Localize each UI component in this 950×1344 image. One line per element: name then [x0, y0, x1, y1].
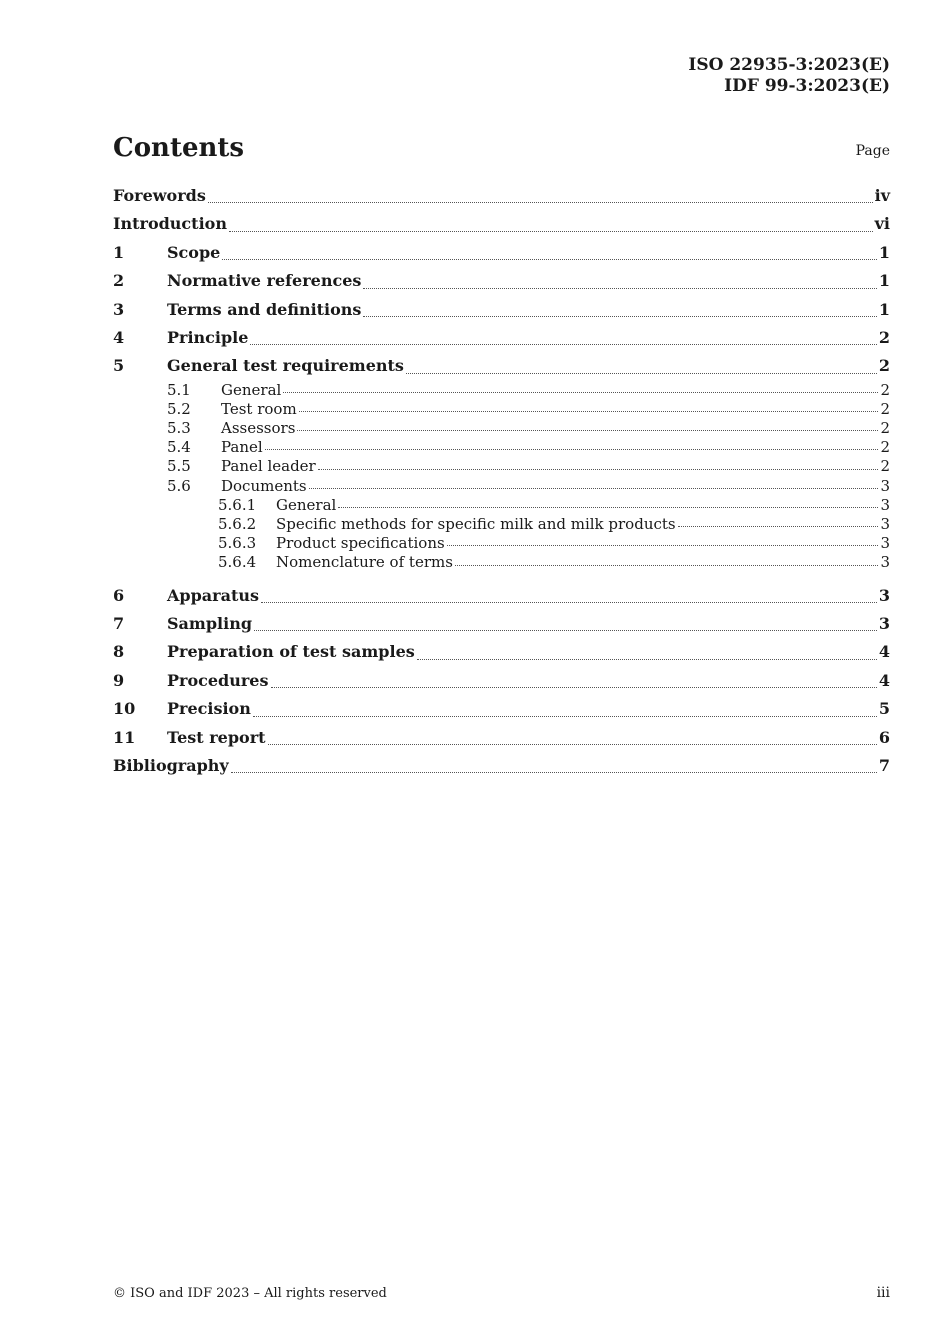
toc-entry-page: 3 [880, 553, 890, 572]
toc-entry-page: 2 [880, 399, 890, 418]
toc-entry-number: 5.6 [167, 476, 191, 495]
toc-entry-title: Apparatus [167, 585, 259, 605]
toc-entry-page: 3 [878, 585, 890, 605]
dot-leader [283, 392, 878, 393]
toc-entry-number: 6 [113, 585, 125, 605]
toc-entry[interactable] [113, 477, 890, 496]
toc-entry[interactable] [113, 638, 890, 666]
toc-entry-title: Principle [167, 327, 249, 347]
toc-entry-title: Test room [221, 399, 297, 418]
toc-entry-title: Specific methods for specific milk and milk products [276, 515, 676, 534]
toc-entry-page: 1 [878, 242, 890, 262]
dot-leader [318, 469, 879, 470]
toc-entry[interactable] [113, 515, 890, 534]
page-number: iii [876, 1285, 890, 1301]
toc-entry-page: iv [874, 185, 890, 205]
toc-entry-page: 4 [878, 670, 890, 690]
toc-entry[interactable] [113, 182, 890, 210]
dot-leader [261, 602, 877, 603]
toc-entry-title: Panel [221, 438, 263, 457]
toc-entry-title: General [276, 495, 337, 514]
toc-entry-page: 7 [878, 755, 890, 775]
dot-leader [265, 449, 879, 450]
toc-entry[interactable] [113, 667, 890, 695]
toc-entry-number: 5.1 [167, 380, 191, 399]
toc-entry-title: Bibliography [113, 755, 229, 775]
toc-entry-title: Sampling [167, 613, 253, 633]
toc-entry-page: 3 [880, 515, 890, 534]
toc-entry-page: 2 [878, 356, 890, 376]
dot-leader [338, 507, 878, 508]
toc-entry-number: 5.2 [167, 399, 191, 418]
toc-entry-number: 1 [113, 242, 125, 262]
dot-leader [406, 373, 877, 374]
toc-entry-number: 3 [113, 299, 125, 319]
toc-entry[interactable] [113, 324, 890, 352]
toc-entry[interactable] [113, 381, 890, 400]
toc-entry-title: General test requirements [167, 356, 404, 376]
toc-entry-title: Documents [221, 476, 307, 495]
toc-entry-title: Terms and definitions [167, 299, 362, 319]
dot-leader [222, 259, 877, 260]
toc-entry-page: 2 [880, 438, 890, 457]
dot-leader [363, 288, 876, 289]
toc-entry[interactable] [113, 553, 890, 572]
toc-entry-number: 4 [113, 327, 125, 347]
toc-entry-page: 1 [878, 271, 890, 291]
toc-entry-number: 5.6.4 [218, 553, 257, 572]
toc-entry-title: Scope [167, 242, 221, 262]
copyright-notice: © ISO and IDF 2023 – All rights reserved [113, 1286, 387, 1301]
doc-id-idf: IDF 99-3:2023(E) [724, 76, 890, 96]
dot-leader [231, 772, 877, 773]
toc-entry-number: 5.6.3 [218, 534, 257, 553]
dot-leader [297, 430, 878, 431]
toc-entry-title: Forewords [113, 185, 206, 205]
toc-entry-page: 1 [878, 299, 890, 319]
toc-entry-number: 5.3 [167, 419, 191, 438]
toc-entry[interactable] [113, 419, 890, 438]
toc-entry[interactable] [113, 582, 890, 610]
toc-entry[interactable] [113, 267, 890, 295]
dot-leader [250, 344, 876, 345]
dot-leader [268, 744, 877, 745]
toc-entry-number: 5.6.1 [218, 495, 257, 514]
toc-entry-title: General [221, 380, 282, 399]
toc-entry-title: Panel leader [221, 457, 316, 476]
dot-leader [447, 545, 879, 546]
toc-entry[interactable] [113, 695, 890, 723]
dot-leader [254, 630, 877, 631]
dot-leader [363, 316, 876, 317]
toc-entry[interactable] [113, 457, 890, 476]
toc-entry[interactable] [113, 400, 890, 419]
toc-entry-page: 2 [880, 380, 890, 399]
dot-leader [271, 687, 877, 688]
toc-entry-title: Assessors [221, 419, 296, 438]
toc-entry-title: Test report [167, 727, 266, 747]
dot-leader [309, 488, 879, 489]
toc-entry-number: 7 [113, 613, 125, 633]
toc-entry-title: Normative references [167, 271, 362, 291]
toc-entry-number: 5.4 [167, 438, 191, 457]
toc-entry-title: Nomenclature of terms [276, 553, 453, 572]
document-identifier [688, 55, 890, 97]
contents-heading: Contents [113, 133, 245, 163]
toc-entry-number: 5.5 [167, 457, 191, 476]
toc-entry-page: 2 [878, 327, 890, 347]
toc-entry-title: Precision [167, 699, 251, 719]
toc-entry-page: 4 [878, 642, 890, 662]
toc-entry-title: Preparation of test samples [167, 642, 415, 662]
doc-id-iso: ISO 22935-3:2023(E) [688, 55, 890, 75]
toc-entry-number: 10 [113, 699, 136, 719]
dot-leader [299, 411, 879, 412]
toc-entry-page: 3 [880, 534, 890, 553]
dot-leader [417, 659, 877, 660]
toc-entry-page: 5 [878, 699, 890, 719]
toc-entry-page: 6 [878, 727, 890, 747]
toc-entry[interactable] [113, 534, 890, 553]
toc-entry-title: Introduction [113, 214, 227, 234]
toc-entry-page: 3 [880, 476, 890, 495]
toc-entry[interactable] [113, 496, 890, 515]
dot-leader [229, 231, 873, 232]
table-of-contents [113, 182, 890, 780]
page-column-label: Page [855, 143, 890, 159]
toc-entry-number: 5 [113, 356, 125, 376]
toc-entry[interactable] [113, 239, 890, 267]
toc-entry[interactable] [113, 610, 890, 638]
toc-entry-title: Product specifications [276, 534, 445, 553]
toc-entry-number: 11 [113, 727, 136, 747]
toc-entry-page: 3 [878, 613, 890, 633]
toc-entry-page: 3 [880, 495, 890, 514]
toc-entry-title: Procedures [167, 670, 269, 690]
toc-entry[interactable] [113, 724, 890, 752]
toc-entry[interactable] [113, 210, 890, 238]
dot-leader [678, 526, 879, 527]
dot-leader [208, 202, 873, 203]
toc-entry[interactable] [113, 352, 890, 380]
dot-leader [253, 716, 877, 717]
toc-entry-page: vi [874, 214, 890, 234]
toc-entry[interactable] [113, 438, 890, 457]
toc-entry[interactable] [113, 752, 890, 780]
toc-entry-number: 5.6.2 [218, 515, 257, 534]
dot-leader [455, 565, 879, 566]
toc-entry-number: 2 [113, 271, 125, 291]
toc-entry-page: 2 [880, 419, 890, 438]
toc-entry-number: 8 [113, 642, 125, 662]
toc-entry-number: 9 [113, 670, 125, 690]
toc-entry-page: 2 [880, 457, 890, 476]
toc-entry[interactable] [113, 296, 890, 324]
